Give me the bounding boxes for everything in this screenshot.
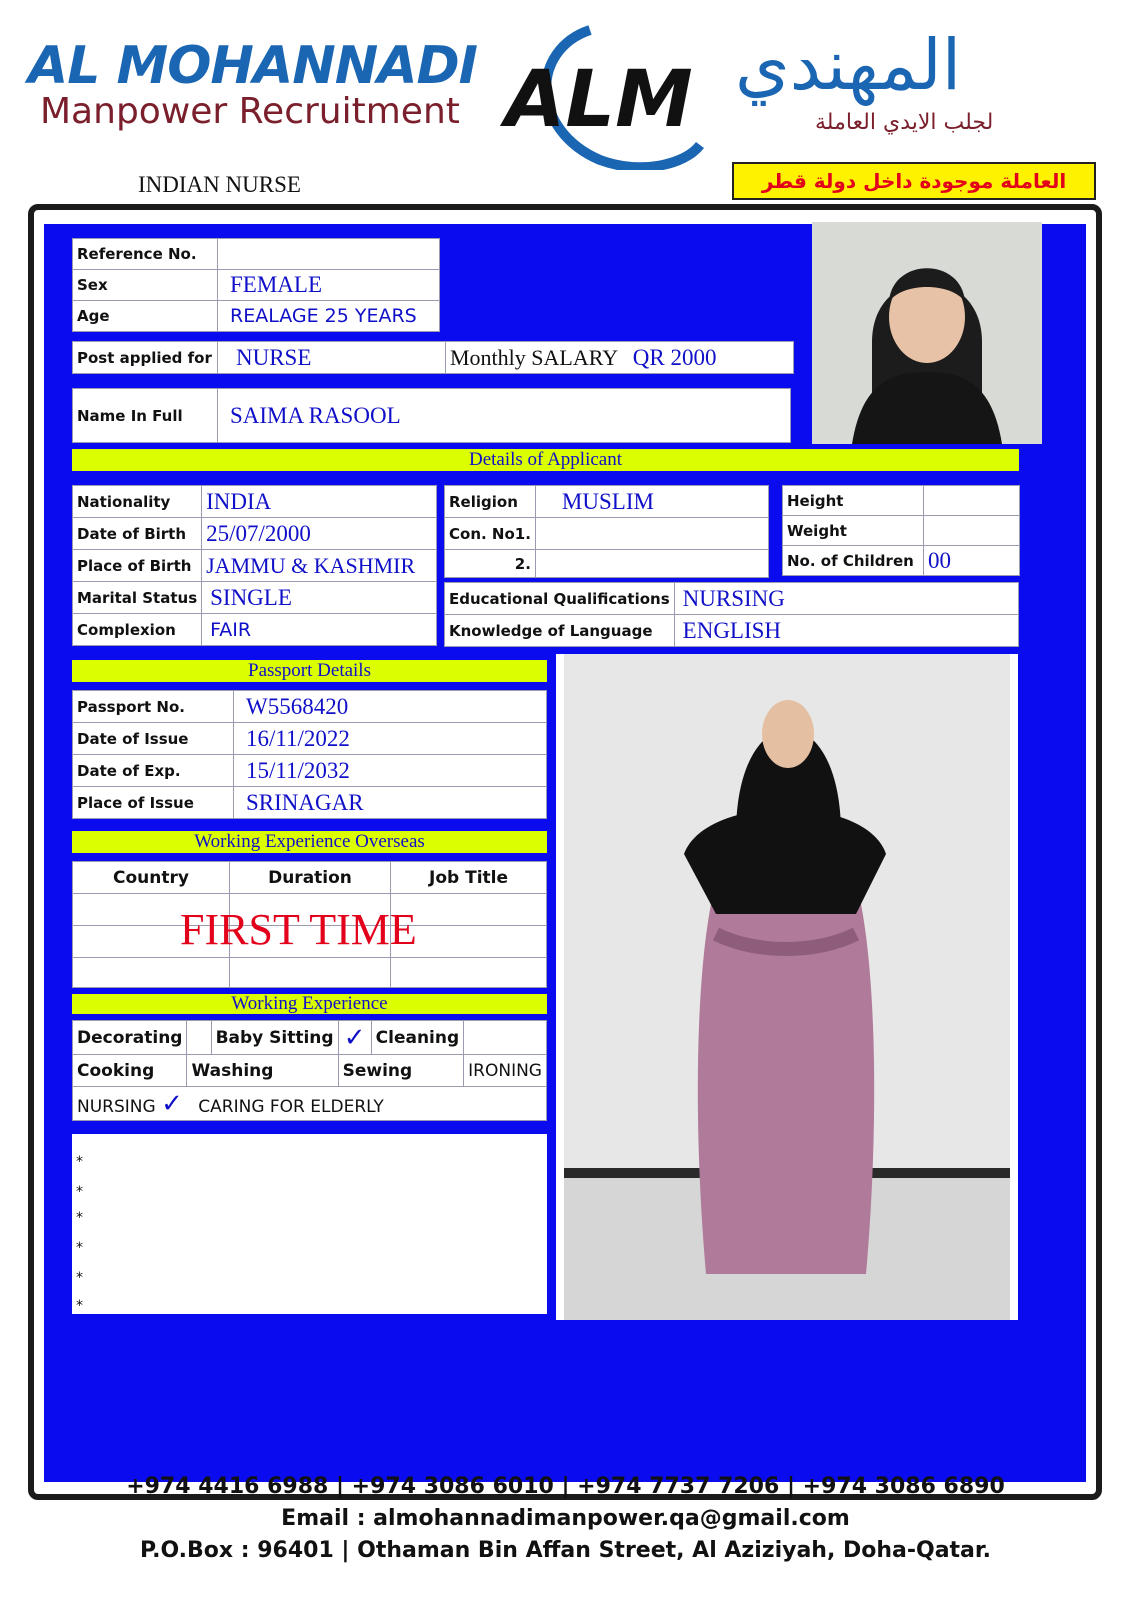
passport-issue-value: 16/11/2022 [234, 723, 547, 755]
document-title: INDIAN NURSE [138, 172, 301, 197]
religion-table [444, 485, 769, 578]
height-label: Height [783, 486, 924, 516]
note-bullet: * [76, 1240, 83, 1256]
note-bullet: * [76, 1210, 83, 1226]
nationality-value: INDIA [202, 486, 437, 518]
children-value: 00 [924, 546, 1020, 576]
passport-exp-value: 15/11/2032 [234, 755, 547, 787]
note-bullet: * [76, 1270, 83, 1286]
reference-value [218, 239, 440, 270]
skill-nursing: NURSING [77, 1096, 156, 1117]
skill-cleaning: Cleaning [371, 1021, 464, 1055]
logo-text: ALM [505, 55, 693, 145]
arabic-tagline: لجلب الايدي العاملة [815, 110, 994, 135]
experience-section-header: Working Experience [72, 994, 547, 1014]
complexion-label: Complexion [73, 614, 202, 646]
footer-address: P.O.Box : 96401 | Othaman Bin Affan Street, Al Aziziyah, Doha-Qatar. [140, 1538, 991, 1563]
skill-decorating: Decorating [73, 1021, 187, 1055]
marital-value: SINGLE [202, 582, 437, 614]
pob-value: JAMMU & KASHMIR [202, 550, 437, 582]
age-value: REALAGE 25 YEARS [218, 301, 440, 332]
height-value [924, 486, 1020, 516]
arabic-name: المهندي [735, 24, 962, 106]
nursing-check-icon: ✓ [161, 1088, 183, 1119]
note-bullet: * [76, 1184, 83, 1200]
dob-label: Date of Birth [73, 518, 202, 550]
sex-label: Sex [73, 270, 218, 301]
applicant-section-header: Details of Applicant [72, 449, 1019, 471]
con2-label: 2. [445, 550, 536, 578]
passport-place-label: Place of Issue [73, 787, 234, 819]
religion-value: MUSLIM [535, 486, 768, 518]
col-country: Country [73, 862, 230, 894]
reference-table [72, 238, 440, 332]
passport-place-value: SRINAGAR [234, 787, 547, 819]
skill-cooking: Cooking [73, 1055, 187, 1087]
education-table [444, 582, 1019, 647]
applicant-left-table [72, 485, 437, 646]
passport-number-label: Passport No. [73, 691, 234, 723]
skill-caring-elderly: CARING FOR ELDERLY [198, 1096, 384, 1117]
passport-exp-label: Date of Exp. [73, 755, 234, 787]
passport-section-header: Passport Details [72, 660, 547, 682]
dob-value: 25/07/2000 [202, 518, 437, 550]
arabic-banner: العاملة موجودة داخل دولة قطر [732, 162, 1096, 200]
sex-value: FEMALE [218, 270, 440, 301]
weight-label: Weight [783, 516, 924, 546]
skill-sewing: Sewing [338, 1055, 464, 1087]
brand-name: AL MOHANNADI [28, 36, 477, 96]
language-label: Knowledge of Language [445, 615, 675, 647]
name-table [72, 388, 791, 443]
con1-label: Con. No1. [445, 518, 536, 550]
post-value: NURSE [218, 342, 446, 374]
age-label: Age [73, 301, 218, 332]
col-duration: Duration [230, 862, 391, 894]
reference-label: Reference No. [73, 239, 218, 270]
skills-table [72, 1020, 547, 1121]
first-time-stamp: FIRST TIME [180, 905, 417, 954]
pob-label: Place of Birth [73, 550, 202, 582]
salary-value: QR 2000 [632, 344, 717, 370]
full-body-portrait-icon [556, 654, 1018, 1320]
name-label: Name In Full [73, 389, 218, 443]
education-value: NURSING [674, 583, 1018, 615]
passport-issue-label: Date of Issue [73, 723, 234, 755]
religion-label: Religion [445, 486, 536, 518]
post-label: Post applied for [73, 342, 218, 374]
headshot-photo [812, 222, 1042, 444]
skill-baby-sitting: Baby Sitting [211, 1021, 338, 1055]
salary-label: Monthly SALARY [450, 344, 618, 370]
physical-table [782, 485, 1020, 576]
nationality-label: Nationality [73, 486, 202, 518]
complexion-value: FAIR [202, 614, 437, 646]
footer-phones: +974 4416 6988 | +974 3086 6010 | +974 7737 7206 | +974 3086 6890 [126, 1474, 1005, 1499]
overseas-section-header: Working Experience Overseas [72, 831, 547, 853]
notes-box [72, 1134, 547, 1314]
brand-tagline: Manpower Recruitment [40, 91, 460, 132]
note-bullet: * [76, 1298, 83, 1314]
post-table [72, 341, 794, 374]
children-label: No. of Children [783, 546, 924, 576]
col-job-title: Job Title [391, 862, 547, 894]
name-value: SAIMA RASOOL [218, 389, 791, 443]
footer-email: Email : almohannadimanpower.qa@gmail.com [281, 1506, 850, 1531]
education-label: Educational Qualifications [445, 583, 675, 615]
full-body-photo [556, 654, 1018, 1320]
skill-washing: Washing [187, 1055, 338, 1087]
portrait-icon [812, 222, 1042, 444]
baby-sitting-check-icon: ✓ [338, 1021, 371, 1055]
note-bullet: * [76, 1154, 83, 1170]
weight-value [924, 516, 1020, 546]
passport-number-value: W5568420 [234, 691, 547, 723]
passport-table [72, 690, 547, 819]
language-value: ENGLISH [674, 615, 1018, 647]
skill-ironing: IRONING [464, 1055, 547, 1087]
marital-label: Marital Status [73, 582, 202, 614]
